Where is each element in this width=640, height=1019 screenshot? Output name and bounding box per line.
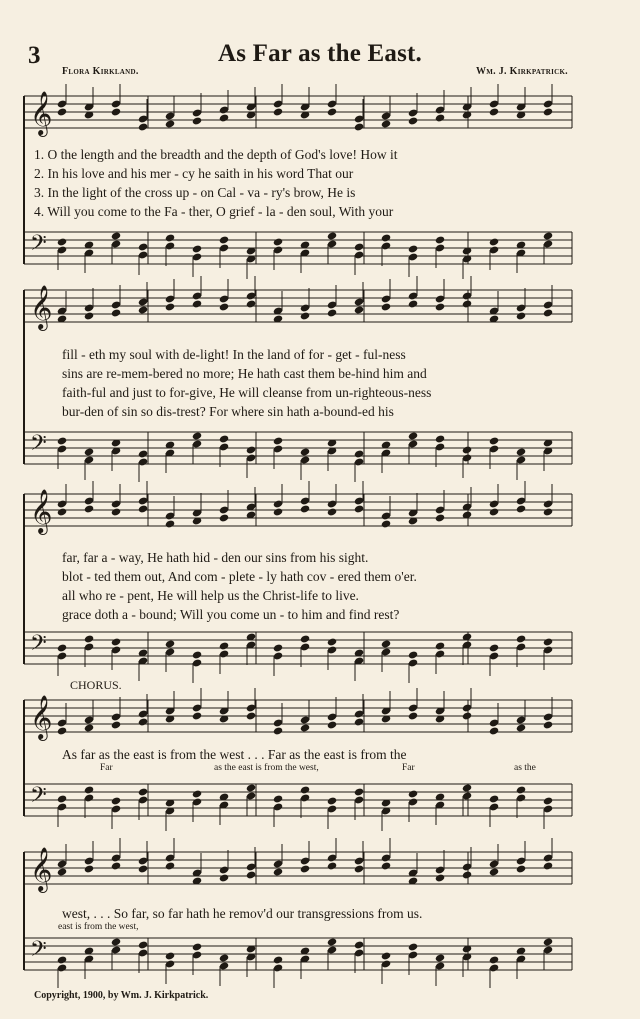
note-head xyxy=(138,787,148,796)
note-head xyxy=(300,634,310,643)
note-head xyxy=(354,940,364,949)
note-head xyxy=(300,447,310,456)
note-head xyxy=(381,233,391,242)
note-head xyxy=(165,639,175,648)
treble-clef-icon: 𝄞 xyxy=(30,489,53,533)
note-head xyxy=(408,431,418,440)
note-head xyxy=(462,783,472,792)
note-head xyxy=(489,436,499,445)
note-head xyxy=(219,434,229,443)
verse-line-2: sins are re-mem-bered no more; He hath cast them be-hind him and xyxy=(62,366,427,381)
note-head xyxy=(516,447,526,456)
note-head xyxy=(543,231,553,240)
treble-clef-icon: 𝄞 xyxy=(30,285,53,329)
note-head xyxy=(273,955,283,964)
note-head xyxy=(489,643,499,652)
note-head xyxy=(111,637,121,646)
note-head xyxy=(462,445,472,454)
note-head xyxy=(435,235,445,244)
note-head xyxy=(489,955,499,964)
note-head xyxy=(354,449,364,458)
bass-clef-icon: 𝄢 xyxy=(30,631,47,661)
note-head xyxy=(435,953,445,962)
note-head xyxy=(354,787,364,796)
verse-line-3: all who re - pent, He will help us the Christ-life to live. xyxy=(62,588,359,603)
note-head xyxy=(84,447,94,456)
note-head xyxy=(57,436,67,445)
note-head xyxy=(273,794,283,803)
note-head xyxy=(408,789,418,798)
note-head xyxy=(489,237,499,246)
treble-clef-icon: 𝄞 xyxy=(30,695,53,739)
note-head xyxy=(57,794,67,803)
verse-line-1: fill - eth my soul with de-light! In the land of for - get - ful-ness xyxy=(62,347,406,362)
bass-clef-icon: 𝄢 xyxy=(30,231,47,261)
note-head xyxy=(327,796,337,805)
note-head xyxy=(489,794,499,803)
verse-line-4: 4. Will you come to the Fa - ther, O grief - la - den soul, With your xyxy=(34,204,394,219)
note-head xyxy=(408,650,418,659)
note-head xyxy=(57,643,67,652)
note-head xyxy=(543,637,553,646)
copyright-notice: Copyright, 1900, by Wm. J. Kirkpatrick. xyxy=(34,990,209,1001)
verse-line-4: grace doth a - bound; Will you come un - to him and find rest? xyxy=(62,607,400,622)
verse-line-1: far, far a - way, He hath hid - den our sins from his sight. xyxy=(62,550,369,565)
note-head xyxy=(192,942,202,951)
chorus-label: CHORUS. xyxy=(70,678,122,692)
composer-credit: Wm. J. Kirkpatrick. xyxy=(475,66,568,77)
note-head xyxy=(138,449,148,458)
note-head xyxy=(327,937,337,946)
verse-line-3: 3. In the light of the cross up - on Cal - va - ry's brow, He is xyxy=(34,185,356,200)
note-head xyxy=(300,785,310,794)
note-head xyxy=(408,244,418,253)
verse-line-2: 2. In his love and his mer - cy he saith in his word That our xyxy=(34,166,354,181)
note-head xyxy=(354,242,364,251)
note-head xyxy=(435,641,445,650)
lyricist-credit: Flora Kirkland. xyxy=(62,66,139,77)
bass-clef-icon: 𝄢 xyxy=(30,431,47,461)
note-head xyxy=(165,233,175,242)
chorus-bass-word: Far xyxy=(402,763,415,773)
note-head xyxy=(192,650,202,659)
note-head xyxy=(219,235,229,244)
chorus-line-2: west, . . . So far, so far hath he remov'd our transgressions from us. xyxy=(62,906,423,921)
note-head xyxy=(516,785,526,794)
bass-clef-icon: 𝄢 xyxy=(30,783,47,813)
chorus-bass-words: as the east is from the west, xyxy=(214,763,319,773)
note-head xyxy=(111,796,121,805)
hymn-title: As Far as the East. xyxy=(217,40,423,67)
bass-clef-icon: 𝄢 xyxy=(30,937,47,967)
note-head xyxy=(381,639,391,648)
note-head xyxy=(192,789,202,798)
note-head xyxy=(543,796,553,805)
note-head xyxy=(165,951,175,960)
note-head xyxy=(381,951,391,960)
note-head xyxy=(543,937,553,946)
note-head xyxy=(273,237,283,246)
chorus-bass-word: Far xyxy=(100,763,113,773)
note-head xyxy=(138,242,148,251)
note-head xyxy=(219,641,229,650)
treble-clef-icon: 𝄞 xyxy=(30,847,53,891)
verse-line-1: 1. O the length and the breadth and the depth of God's love! How it xyxy=(34,147,398,162)
note-head xyxy=(84,634,94,643)
hymn-number: 3 xyxy=(28,42,41,69)
note-head xyxy=(273,436,283,445)
note-head xyxy=(192,431,202,440)
treble-clef-icon: 𝄞 xyxy=(30,91,53,135)
verse-line-4: bur-den of sin so dis-trest? For where sin hath a-bound-ed his xyxy=(62,404,394,419)
note-head xyxy=(57,955,67,964)
verse-line-2: blot - ted them out, And com - plete - ly hath cov - ered them o'er. xyxy=(62,569,417,584)
note-head xyxy=(246,445,256,454)
note-head xyxy=(435,434,445,443)
note-head xyxy=(84,785,94,794)
chorus-bass-words: east is from the west, xyxy=(58,922,139,932)
note-head xyxy=(111,937,121,946)
verse-line-3: faith-ful and just to for-give, He will cleanse from un-righteous-ness xyxy=(62,385,432,400)
note-head xyxy=(273,643,283,652)
note-head xyxy=(408,942,418,951)
note-head xyxy=(138,940,148,949)
note-head xyxy=(192,244,202,253)
note-head xyxy=(111,231,121,240)
note-head xyxy=(327,231,337,240)
chorus-line-1: As far as the east is from the west . . . Far as the east is from the xyxy=(62,747,407,762)
note-head xyxy=(516,634,526,643)
note-head xyxy=(57,237,67,246)
note-head xyxy=(219,953,229,962)
note-head xyxy=(327,637,337,646)
chorus-bass-words: as the xyxy=(514,763,536,773)
note-head xyxy=(246,783,256,792)
